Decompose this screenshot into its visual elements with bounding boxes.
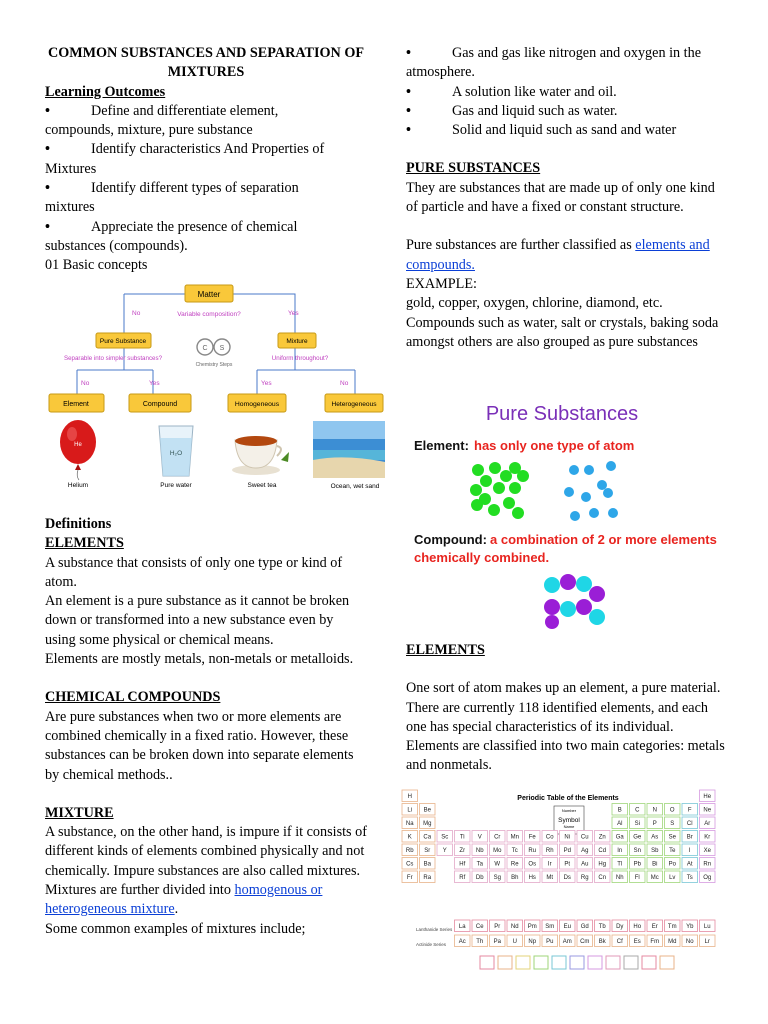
yes-label: Yes <box>288 310 299 317</box>
element-symbol: Cf <box>616 939 623 945</box>
element-symbol: Tc <box>511 848 518 854</box>
element-symbol: Er <box>651 924 658 930</box>
element-symbol: Ac <box>458 939 466 945</box>
element-label: Element <box>63 401 89 408</box>
element-symbol: Ho <box>633 924 642 930</box>
mixture-label: Mixture <box>286 338 308 345</box>
element-symbol: Gd <box>580 924 589 930</box>
element-symbol: V <box>477 834 482 841</box>
balloon-icon <box>60 420 96 480</box>
element-symbol: Tm <box>667 924 677 930</box>
element-symbol: Ir <box>547 861 552 868</box>
element-symbol: Sc <box>441 834 449 841</box>
elements-text-1: A substance that consists of only one type or kind of atom. <box>45 554 343 590</box>
element-description: has only one type of atom <box>474 438 635 453</box>
element-symbol: Lu <box>703 924 711 930</box>
element-symbol: Ru <box>528 848 537 854</box>
svg-text:S: S <box>219 345 225 352</box>
element-symbol: No <box>685 939 694 945</box>
elements-heading: ELEMENTS <box>45 535 124 552</box>
element-symbol: Pa <box>493 939 501 945</box>
element-symbol: Re <box>510 861 519 868</box>
element-symbol: Zr <box>459 848 466 854</box>
element-symbol: Pb <box>633 861 641 868</box>
element-symbol: Rh <box>545 848 554 854</box>
element-symbol: Pt <box>564 861 571 868</box>
element-symbol: Kr <box>704 834 711 841</box>
svg-text:Chemistry Steps: Chemistry Steps <box>195 362 233 368</box>
element-symbol: Fm <box>650 939 660 945</box>
pure-classified: Pure substances are further classified as elements and compounds. <box>406 237 710 273</box>
yes-label: Yes <box>261 380 272 387</box>
element-symbol: Ag <box>581 848 589 854</box>
no-label: No <box>132 310 141 317</box>
bullet-icon: • <box>45 141 50 158</box>
element-symbol: Ba <box>423 861 431 868</box>
element-symbol: Sm <box>545 924 555 930</box>
element-symbol: Cm <box>580 939 590 945</box>
element-symbol: Si <box>634 821 640 827</box>
element-symbol: Nh <box>615 875 624 881</box>
element-symbol: Mc <box>650 875 659 881</box>
element-symbol: Np <box>528 939 537 945</box>
pure-substance-label: Pure Substance <box>99 338 147 345</box>
tea-cup-icon <box>232 436 289 475</box>
element-symbol: Sn <box>633 848 641 854</box>
element-symbol: Ta <box>476 861 483 868</box>
element-symbol: As <box>651 834 659 841</box>
element-symbol: Al <box>617 821 623 827</box>
sweet-tea-caption: Sweet tea <box>247 482 277 489</box>
bullet-icon: • <box>406 45 411 61</box>
element-symbol: Po <box>668 861 676 868</box>
elements-heading-right: ELEMENTS <box>406 642 485 658</box>
element-symbol: Ts <box>686 875 693 881</box>
svg-text:C: C <box>202 345 208 352</box>
matter-label: Matter <box>197 290 221 299</box>
compounds-heading: CHEMICAL COMPOUNDS <box>45 689 221 706</box>
element-symbol: K <box>407 834 412 841</box>
mixture-example-item: • Gas and liquid such as water. <box>406 102 728 121</box>
element-symbol: Na <box>405 821 414 827</box>
element-symbol: Es <box>633 939 641 945</box>
pure-substances-title: Pure Substances <box>485 403 639 425</box>
element-symbol: At <box>686 861 693 868</box>
element-symbol: Hs <box>528 875 536 881</box>
element-symbol: Rn <box>703 861 712 868</box>
yes-label: Yes <box>149 380 160 387</box>
right-column <box>406 44 728 352</box>
no-label: No <box>81 380 90 387</box>
element-symbol: Pr <box>494 924 501 930</box>
definitions-heading: Definitions <box>45 516 112 532</box>
example-text: gold, copper, oxygen, chlorine, diamond, etc. Compounds such as water, salt or crystals, baking soda amongst others are also grouped as pure substances <box>406 295 719 350</box>
element-symbol: In <box>617 848 623 854</box>
periodic-table-image <box>396 778 751 978</box>
pure-substances-heading: PURE SUBSTANCES <box>406 160 541 177</box>
pure-water-caption: Pure water <box>160 482 192 489</box>
element-symbol: Hf <box>459 861 466 868</box>
element-symbol: Og <box>703 875 712 881</box>
document-title: COMMON SUBSTANCES AND SEPARATION OF MIXTURES <box>47 45 365 81</box>
element-symbol: Pm <box>527 924 537 930</box>
mixture-example-item: • Solid and liquid such as sand and water <box>406 121 728 140</box>
elements-text-3: Elements are mostly metals, non-metals or metalloids. <box>45 651 354 668</box>
bullet-icon: • <box>406 102 411 119</box>
heterogeneous-label: Heterogeneous <box>331 401 377 408</box>
green-atoms-cluster <box>470 462 529 519</box>
element-symbol: Pu <box>546 939 554 945</box>
element-symbol: Hg <box>598 861 607 868</box>
element-symbol: Lv <box>669 875 676 881</box>
bullet-icon: • <box>45 180 50 197</box>
element-symbol: Yb <box>686 924 694 930</box>
mixture-divided: Mixtures are further divided into homogenous or heterogeneous mixture. <box>45 882 323 918</box>
element-label: Element: <box>414 438 469 453</box>
outcome-item: • Identify characteristics And Properties of Mixtures <box>45 141 325 177</box>
element-symbol: Bi <box>652 861 658 868</box>
no-label: No <box>340 380 349 387</box>
element-symbol: Md <box>668 939 677 945</box>
helium-caption: Helium <box>67 482 89 489</box>
element-symbol: Zn <box>598 834 606 841</box>
left-column <box>45 44 367 276</box>
basic-concepts: 01 Basic concepts <box>45 257 148 274</box>
element-symbol: Se <box>668 834 676 841</box>
compound-description-line1: a combination of 2 or more elements <box>490 532 717 547</box>
element-symbol: U <box>512 939 517 945</box>
key-name: Name <box>563 824 575 829</box>
element-symbol: Ra <box>423 875 432 881</box>
element-symbol: Ce <box>475 924 484 930</box>
water-glass-icon <box>159 426 193 476</box>
mixture-example-item: • A solution like water and oil. <box>406 83 728 102</box>
element-symbol: Nd <box>510 924 519 930</box>
outcome-item: • Appreciate the presence of chemical substances (compounds). <box>45 218 298 254</box>
mixture-text: A substance, on the other hand, is impure if it consists of different kinds of elements combined physically and not chemically. Impure substances are also called mixtures. <box>45 824 367 879</box>
bullet-icon: • <box>45 218 50 235</box>
matter-classification-diagram <box>45 280 385 492</box>
bullet-icon: • <box>45 102 50 119</box>
key-number: Number <box>561 808 577 813</box>
element-symbol: I <box>688 848 691 854</box>
element-symbol: Th <box>476 939 484 945</box>
mixture-heading: MIXTURE <box>45 804 114 821</box>
element-symbol: Cn <box>598 875 607 881</box>
element-symbol: Bk <box>598 939 606 945</box>
element-symbol: Li <box>407 807 413 814</box>
element-symbol: B <box>617 807 622 814</box>
mixture-examples-intro: Some common examples of mixtures include; <box>45 920 306 937</box>
periodic-table-title: Periodic Table of the Elements <box>517 795 619 802</box>
compound-description-line2: chemically combined. <box>414 550 550 565</box>
compound-label: Compound <box>142 401 178 408</box>
element-symbol: Os <box>528 861 537 868</box>
element-symbol: Be <box>423 807 431 814</box>
element-symbol: O <box>669 807 675 814</box>
left-column-lower <box>45 515 367 939</box>
elements-compounds-link[interactable]: elements and compounds. <box>406 237 710 273</box>
element-symbol: Fr <box>406 875 413 881</box>
element-symbol: He <box>703 794 712 800</box>
element-symbol: La <box>458 924 466 930</box>
element-symbol: Cr <box>494 834 501 841</box>
beach-icon <box>313 421 385 478</box>
element-symbol: Eu <box>563 924 571 930</box>
elements-text-right: One sort of atom makes up an element, a pure material. There are currently 118 identified elements, and each one has special characteristics of its individual. Elements are classified into two main categories: metals and nonmetals. <box>406 680 725 774</box>
separable-label: Separable into simpler substances? <box>63 355 163 362</box>
element-symbol: Rg <box>580 875 589 881</box>
uniform-label: Uniform throughout? <box>271 355 329 362</box>
ocean-caption: Ocean, wet sand <box>330 483 380 490</box>
bullet-icon: • <box>406 83 411 100</box>
element-symbol: Rb <box>405 848 414 854</box>
element-symbol: Ti <box>459 834 465 841</box>
element-symbol: P <box>652 821 657 827</box>
pure-substances-image <box>396 394 736 636</box>
example-label: EXAMPLE: <box>406 275 477 292</box>
element-symbol: Ca <box>423 834 432 841</box>
element-symbol: Tb <box>598 924 606 930</box>
element-symbol: Cu <box>580 834 589 841</box>
learning-outcomes-heading: Learning Outcomes <box>45 83 166 100</box>
element-symbol: H <box>407 794 412 800</box>
element-symbol: Te <box>669 848 676 854</box>
element-symbol: Mt <box>546 875 554 881</box>
element-symbol: Sb <box>651 848 659 854</box>
element-symbol: Lr <box>704 939 710 945</box>
element-symbol: Sr <box>424 848 431 854</box>
element-symbol: Fe <box>528 834 536 841</box>
element-symbol: Xe <box>703 848 711 854</box>
element-symbol: F <box>687 807 692 814</box>
pure-substances-text: They are substances that are made up of only one kind of particle and have a fixed or constant structure. <box>406 179 715 216</box>
lanthanide-label: Lanthanide Series <box>416 927 453 932</box>
element-symbol: W <box>494 861 501 868</box>
element-symbol: Fl <box>634 875 640 881</box>
element-symbol: Rf <box>459 875 466 881</box>
element-symbol: Db <box>475 875 484 881</box>
element-symbol: Nb <box>475 848 484 854</box>
element-symbol: Ar <box>704 821 711 827</box>
mixture-example-item: • Gas and gas like nitrogen and oxygen in the atmosphere. <box>406 45 702 81</box>
compound-label: Compound: <box>414 532 487 547</box>
legend-boxes <box>480 956 674 969</box>
element-symbol: Cd <box>598 848 607 854</box>
compounds-text: Are pure substances when two or more elements are combined chemically in a fixed ratio. However, these substances can be broken down into separate elements by chemical methods.. <box>45 708 354 783</box>
element-symbol: Ga <box>615 834 624 841</box>
element-symbol: Mg <box>423 821 432 827</box>
element-symbol: Ds <box>563 875 571 881</box>
chemistry-steps-logo <box>196 339 233 368</box>
element-symbol: Mo <box>493 848 502 854</box>
element-symbol: C <box>635 807 640 814</box>
actinide-label: Actinide Series <box>416 942 447 947</box>
element-symbol: Y <box>442 848 447 854</box>
element-symbol: Tl <box>617 861 623 868</box>
element-symbol: Ni <box>564 834 571 841</box>
element-symbol: S <box>670 821 675 827</box>
element-symbol: Cl <box>686 821 693 827</box>
bullet-icon: • <box>406 122 411 139</box>
element-symbol: Br <box>686 834 693 841</box>
element-symbol: Mn <box>510 834 519 841</box>
elements-text-2: An element is a pure substance as it cannot be broken down or transformed into a new substance even by using some physical or chemical means. <box>45 593 350 648</box>
outcome-item: • Identify different types of separation mixtures <box>45 180 299 216</box>
key-symbol: Symbol <box>558 817 580 824</box>
element-symbol: Dy <box>616 924 624 930</box>
variable-composition-label: Variable composition? <box>177 311 241 318</box>
element-symbol: Cs <box>406 861 414 868</box>
element-symbol: Am <box>562 939 572 945</box>
element-symbol: Ne <box>703 807 712 814</box>
homogenous-heterogeneous-link[interactable]: homogenous or heterogeneous mixture <box>45 882 323 918</box>
element-symbol: Bh <box>511 875 519 881</box>
outcome-item: • Define and differentiate element, compounds, mixture, pure substance <box>45 102 279 139</box>
svg-text:He: He <box>74 442 82 448</box>
svg-text:H₂O: H₂O <box>169 450 183 457</box>
right-column-lower <box>406 641 728 776</box>
element-symbol: Ge <box>633 834 642 841</box>
element-symbol: Au <box>581 861 589 868</box>
element-symbol: Co <box>545 834 554 841</box>
homogeneous-label: Homogeneous <box>234 401 280 408</box>
element-symbol: Sg <box>493 875 501 881</box>
element-symbol: N <box>652 807 657 814</box>
element-symbol: Pd <box>563 848 571 854</box>
